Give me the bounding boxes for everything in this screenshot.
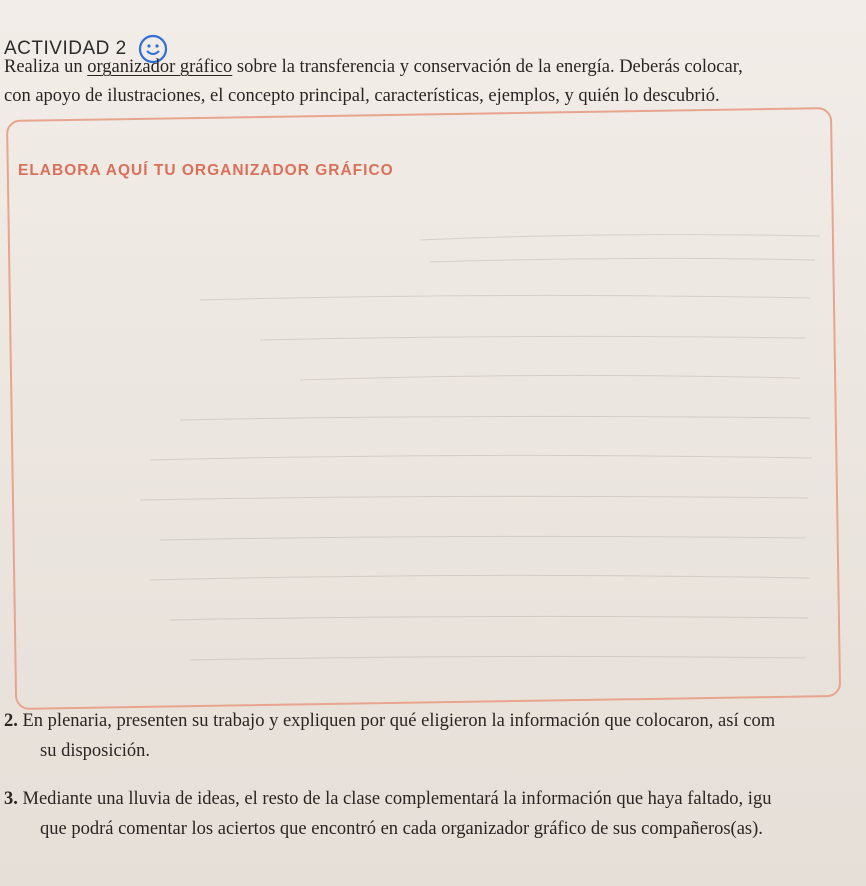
activity-title: ACTIVIDAD 2 — [4, 38, 127, 59]
list-item-3 — [4, 784, 866, 844]
instructions-text-start: Realiza un — [4, 57, 88, 77]
item-number: 3. — [4, 789, 18, 809]
organizer-answer-box[interactable] — [6, 107, 841, 710]
instructions-underlined-term: organizador gráfico — [87, 57, 233, 77]
item-text-line-2: que podrá comentar los aciertos que encontró en cada organizador gráfico de sus compañeros(as). — [40, 819, 763, 839]
instructions-line-1 — [4, 53, 860, 82]
list-item-2 — [4, 706, 866, 766]
item-text-line-2: su disposición. — [40, 741, 150, 761]
item-text-line-1: Mediante una lluvia de ideas, el resto de la clase complementará la información que haya faltado, igu — [17, 789, 772, 809]
item-text-line-1: En plenaria, presenten su trabajo y expliquen por qué eligieron la información que colocaron, así com — [17, 711, 776, 731]
instructions-line-2: con apoyo de ilustraciones, el concepto principal, características, ejemplos, y quién lo descubrió. — [4, 86, 720, 106]
instructions-text-end: sobre la transferencia y conservación de la energía. Deberás colocar, — [232, 57, 743, 77]
activity-instructions — [4, 53, 860, 111]
answer-box-label: ELABORA AQUÍ TU ORGANIZADOR GRÁFICO — [18, 162, 394, 179]
item-number: 2. — [4, 711, 18, 731]
